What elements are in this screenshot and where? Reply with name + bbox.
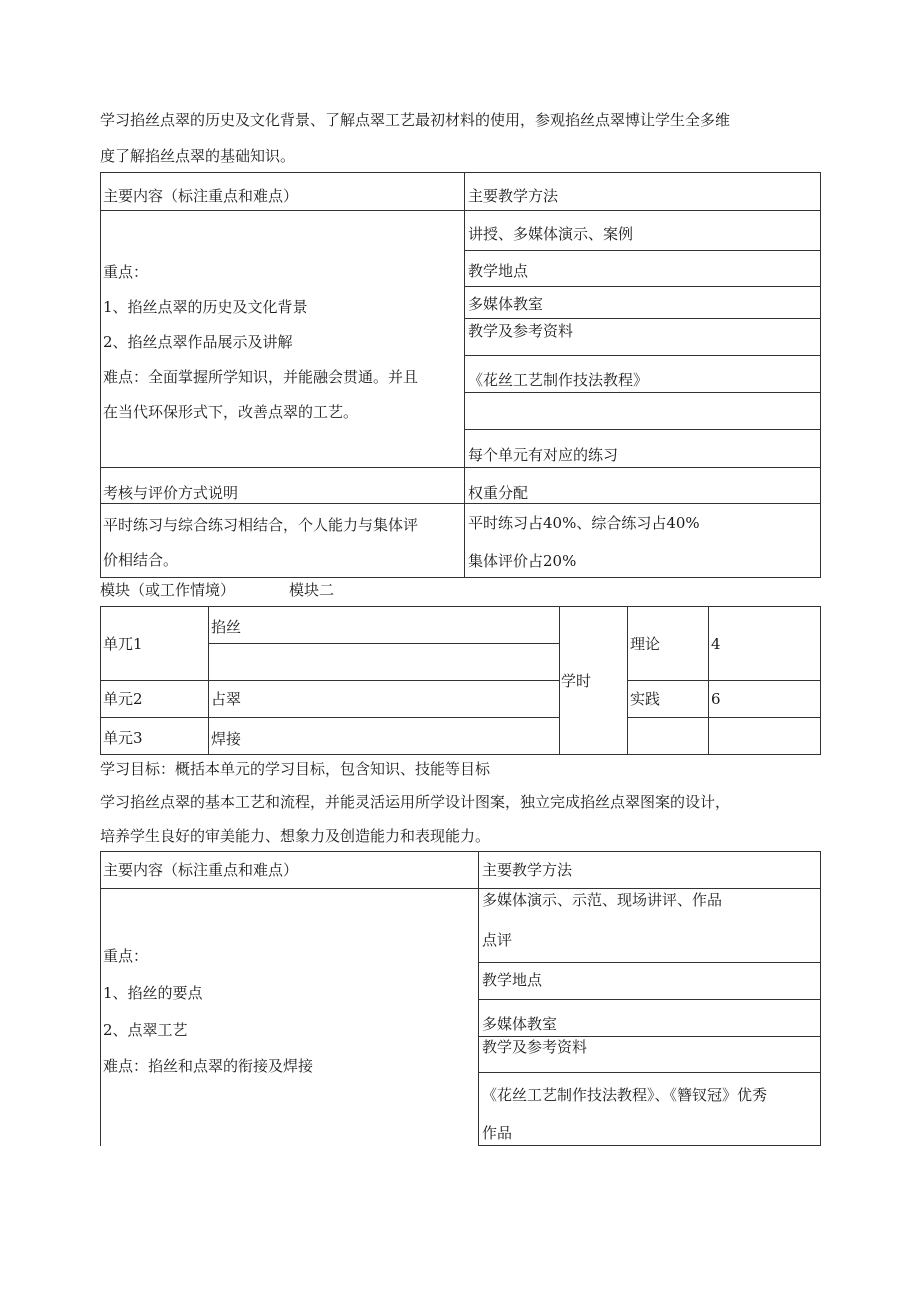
- module-label: 模块（或工作情境）: [100, 581, 236, 599]
- assessment-line-1: 平时练习与综合练习相结合，个人能力与集体评: [103, 516, 419, 534]
- table3-difficulty: 难点：掐丝和点翠的衔接及焊接: [103, 1057, 314, 1075]
- goals-line-2: 培养学生良好的审美能力、想象力及创造能力和表现能力。: [100, 827, 491, 845]
- unit-1-content: 掐丝: [211, 618, 242, 636]
- intro-line-1: 学习掐丝点翠的历史及文化背景、了解点翠工艺最初材料的使用，参观掐丝点翠博让学生全多维: [100, 111, 731, 129]
- goals-line-1: 学习掐丝点翠的基本工艺和流程，并能灵活运用所学设计图案，独立完成掐丝点翠图案的设计，: [100, 793, 731, 811]
- unit-2-name: 单元2: [103, 690, 143, 708]
- table1-key-label: 重点：: [103, 263, 149, 281]
- table1-practice-note: 每个单元有对应的练习: [468, 446, 619, 464]
- table1-header-content: 主要内容（标注重点和难点）: [103, 187, 299, 205]
- goals-label: 学习目标：概括本单元的学习目标，包含知识、技能等目标: [100, 760, 491, 778]
- table3-ref-label: 教学及参考资料: [482, 1038, 588, 1056]
- table3-header-methods: 主要教学方法: [482, 861, 573, 879]
- assessment-line-2: 价相结合。: [103, 551, 179, 569]
- practice-value: 6: [711, 690, 721, 708]
- table3-place-label: 教学地点: [482, 971, 543, 989]
- table3-ref-line-2: 作品: [482, 1124, 513, 1142]
- table1-ref-value: 《花丝工艺制作技法教程》: [468, 371, 649, 389]
- intro-line-2: 度了解掐丝点翠的基础知识。: [100, 147, 296, 165]
- table3-key-label: 重点：: [103, 947, 149, 965]
- table3-key-point-2: 2、点翠工艺: [103, 1021, 188, 1039]
- table1-difficulty-line-1: 难点：全面掌握所学知识，并能融会贯通。并且: [103, 368, 419, 386]
- table1-place-label: 教学地点: [468, 262, 529, 280]
- theory-value: 4: [711, 635, 721, 653]
- unit-3-name: 单元3: [103, 729, 143, 747]
- table1-key-point-2: 2、掐丝点翠作品展示及讲解: [103, 333, 293, 351]
- table1-method-value: 讲授、多媒体演示、案例: [468, 225, 634, 243]
- table3-methods-line-2: 点评: [482, 931, 513, 949]
- unit-1-name: 单兀1: [103, 635, 143, 653]
- table1-place-value: 多媒体教室: [468, 295, 544, 313]
- hours-label: 学时: [561, 672, 592, 690]
- module-value: 模块二: [289, 581, 335, 599]
- table3-methods-line-1: 多媒体演示、示范、现场讲评、作品: [482, 891, 723, 909]
- table3-header-content: 主要内容（标注重点和难点）: [103, 861, 299, 879]
- table1-key-point-1: 1、掐丝点翠的历史及文化背景: [103, 298, 308, 316]
- table3-key-point-1: 1、掐丝的要点: [103, 984, 203, 1002]
- unit-3-content: 焊接: [211, 730, 242, 748]
- table3-place-value: 多媒体教室: [482, 1015, 558, 1033]
- table1-difficulty-line-2: 在当代环保形式下，改善点翠的工艺。: [103, 403, 359, 421]
- table1-header-methods: 主要教学方法: [468, 187, 559, 205]
- weight-line-2: 集体评价占20%: [468, 552, 577, 570]
- table3-ref-line-1: 《花丝工艺制作技法教程》、《簪钗冠》优秀: [482, 1086, 768, 1104]
- practice-label: 实践: [630, 690, 661, 708]
- weight-line-1: 平时练习占40%、综合练习占40%: [468, 514, 700, 532]
- weight-header: 权重分配: [468, 484, 529, 502]
- assessment-header: 考核与评价方式说明: [103, 484, 239, 502]
- theory-label: 理论: [630, 635, 661, 653]
- unit-2-content: 占翠: [211, 690, 242, 708]
- table1-ref-label: 教学及参考资料: [468, 322, 574, 340]
